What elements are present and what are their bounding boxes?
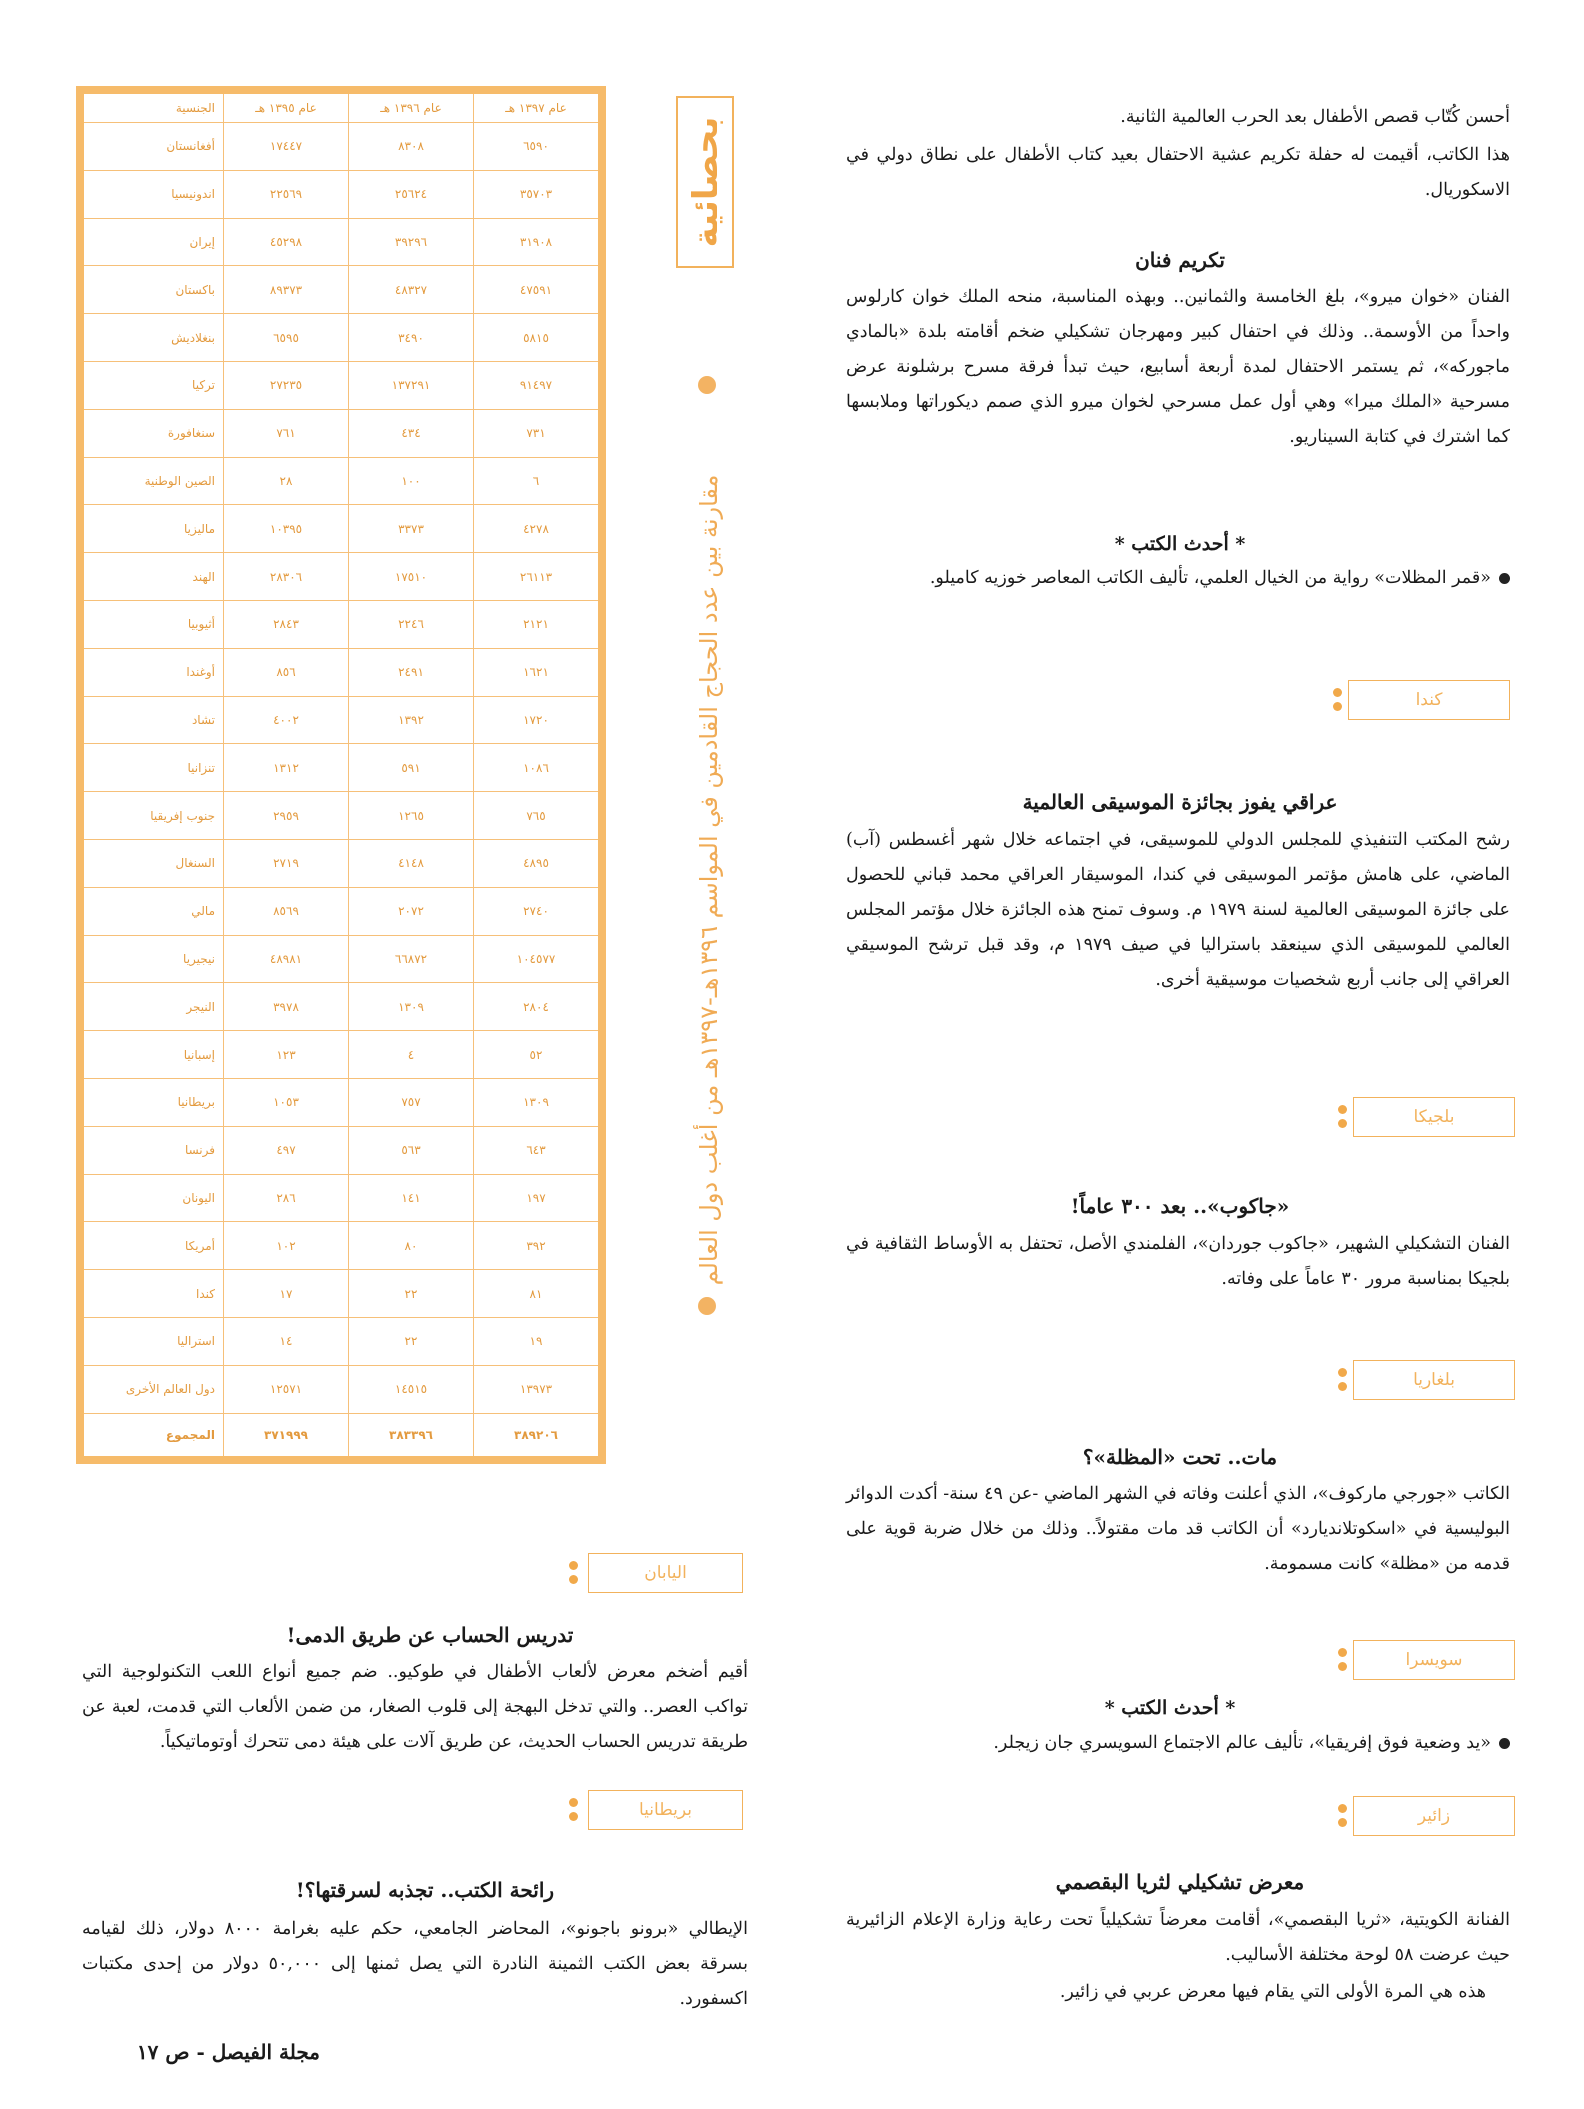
cell-1397: ٨١ — [474, 1270, 603, 1318]
cell-1396: ٦٦٨٧٢ — [349, 935, 474, 983]
cell-country: إيران — [80, 218, 224, 266]
table-row — [80, 648, 602, 696]
latest-books-item-1 — [846, 568, 1510, 588]
cell-1396: ٢٤٩١ — [349, 648, 474, 696]
country-label-belgium: بلجيكا — [1353, 1097, 1515, 1137]
cell-country: اندونيسيا — [80, 170, 224, 218]
cell-1395: ١٢٥٧١ — [224, 1365, 349, 1413]
cell-country: أفغانستان — [80, 123, 224, 171]
country-label-britain: بريطانيا — [588, 1790, 743, 1830]
cell-1397: ١٧٢٠ — [474, 696, 603, 744]
cell-1396: ٢٥٦٢٤ — [349, 170, 474, 218]
cell-country: سنغافورة — [80, 409, 224, 457]
cell-1396: ٣٤٩٠ — [349, 314, 474, 362]
cell-1397: ٢١٢١ — [474, 600, 603, 648]
bar-dots-icon — [568, 1798, 578, 1826]
cell-1397: ١٣٠٩ — [474, 1078, 603, 1126]
japan-title: تدريس الحساب عن طريق الدمى! — [286, 1623, 574, 1647]
table-row — [80, 553, 602, 601]
artist-body: الفنان «خوان ميرو»، بلغ الخامسة والثمانين.. وبهذه المناسبة، منحه الملك خوان كارلوس واحداً من الأوسمة.. وذلك في احتفال كبير ومهرجان تشكيلي ضخم أقامته بلدة «بالمادي ماجوركه»، ثم يستمر الاحتفال لمدة أربعة أسابيع، حيث تبدأ فرقة مسرح برشلونة عرض مسرحية «الملك ميرا» وهي أول عمل مسرحي لخوان ميرو الذي صمم ديكوراتها وملابسها كما اشترك في كتابة السيناريو. — [846, 287, 1510, 447]
table-row — [80, 361, 602, 409]
artist-title: تكريم فنان — [1135, 248, 1225, 272]
cell-1397: ٦٥٩٠ — [474, 123, 603, 171]
cell-1397: ٧٦٥ — [474, 792, 603, 840]
table-row — [80, 314, 602, 362]
section-bar-britain — [588, 1790, 743, 1830]
section-bar-bulgaria — [1353, 1360, 1515, 1400]
cell-country: أثيوبيا — [80, 600, 224, 648]
table-row — [80, 744, 602, 792]
cell-1395: ٤٥٢٩٨ — [224, 218, 349, 266]
cell-1397: ١٦٢١ — [474, 648, 603, 696]
cell-1396: ١٤١ — [349, 1174, 474, 1222]
latest-books-title-1: * أحدث الكتب * — [1114, 533, 1246, 555]
table-vertical-title: مقارنة بين عدد الحجاج القادمين في المواسم ١٣٩٦هـ-١٣٩٧هـ من أغلب دول العالم — [695, 474, 723, 1286]
cell-1397: ٤٨٩٥ — [474, 839, 603, 887]
table-row — [80, 1174, 602, 1222]
cell-1396: ١٠٠ — [349, 457, 474, 505]
cell-country: كندا — [80, 1270, 224, 1318]
cell-country: جنوب إفريقيا — [80, 792, 224, 840]
cell-1397: ٣٥٧٠٣ — [474, 170, 603, 218]
cell-1395: ٦٥٩٥ — [224, 314, 349, 362]
intro-line-2: هذا الكاتب، أقيمت له حفلة تكريم عشية الاحتفال بعيد كتاب الأطفال على نطاق دولي في الاسكوريال. — [846, 145, 1510, 200]
cell-1397: ١٠٤٥٧٧ — [474, 935, 603, 983]
cell-1397: ٧٣١ — [474, 409, 603, 457]
cell-1397: ٣١٩٠٨ — [474, 218, 603, 266]
header-nationality: الجنسية — [80, 90, 224, 123]
latest-books-title-2: * أحدث الكتب * — [1104, 1697, 1236, 1719]
cell-country: النيجر — [80, 983, 224, 1031]
cell-1395: ١٧ — [224, 1270, 349, 1318]
cell-country: السنغال — [80, 839, 224, 887]
section-bar-canada — [1348, 680, 1510, 720]
cell-1395: ٢٧٢٣٥ — [224, 361, 349, 409]
side-logo-box — [676, 96, 734, 268]
cell-1395: ١٣١٢ — [224, 744, 349, 792]
cell-1396: ٨٠ — [349, 1222, 474, 1270]
britain-body: الإيطالي «برونو باجونو»، المحاضر الجامعي، حكم عليه بغرامة ٨٠٠٠ دولار، ذلك لقيامه بسرقة بعض الكتب الثمينة النادرة التي يصل ثمنها إلى ٥٠,٠٠٠ دولار من إحدى مكتبات اكسفورد. — [82, 1919, 748, 2009]
cell-country: استراليا — [80, 1317, 224, 1365]
table-row — [80, 792, 602, 840]
cell-1396: ٨٣٠٨ — [349, 123, 474, 171]
table-row — [80, 1126, 602, 1174]
cell-1396: ١٤٥١٥ — [349, 1365, 474, 1413]
cell-1396: ٢٢٤٦ — [349, 600, 474, 648]
cell-country: تركيا — [80, 361, 224, 409]
japan-body: أقيم أضخم معرض لألعاب الأطفال في طوكيو.. ضم جميع أنواع اللعب التكنولوجية التي تواكب العصر.. والتي تدخل البهجة إلى قلوب الصغار، من ضمن الألعاب التي قدمت، لعبة عن طريقة تدريس الحساب الحديث، عن طريق آلات على هيئة دمى تتحرك أوتوماتيكياً. — [82, 1662, 748, 1752]
cell-1396: ٣٩٢٩٦ — [349, 218, 474, 266]
country-label-canada: كندا — [1348, 680, 1510, 720]
cell-country: نيجيريا — [80, 935, 224, 983]
latest-books-text-1: «قمر المظلات» رواية من الخيال العلمي، تأليف الكاتب المعاصر خوزيه كاميلو. — [929, 568, 1491, 588]
table-row — [80, 457, 602, 505]
cell-1396: ٧٥٧ — [349, 1078, 474, 1126]
cell-1396: ٥٩١ — [349, 744, 474, 792]
belgium-title: «جاكوب».. بعد ٣٠٠ عاماً! — [1070, 1194, 1290, 1218]
title-dot-top — [698, 376, 716, 394]
bar-dots-icon — [1337, 1368, 1347, 1396]
section-bar-switzerland — [1353, 1640, 1515, 1680]
table-row — [80, 935, 602, 983]
table-row — [80, 1365, 602, 1413]
intro-line-1: أحسن كُتّاب قصص الأطفال بعد الحرب العالمية الثانية. — [1120, 107, 1510, 127]
table-row — [80, 696, 602, 744]
table-row — [80, 839, 602, 887]
cell-1395: ٢٨٦ — [224, 1174, 349, 1222]
table-row — [80, 983, 602, 1031]
table-row — [80, 1031, 602, 1079]
bar-dots-icon — [568, 1561, 578, 1589]
bar-dots-icon — [1337, 1105, 1347, 1133]
cell-1395: ٢٨٣٠٦ — [224, 553, 349, 601]
latest-books-text-2: «يد وضعية فوق إفريقيا»، تأليف عالم الاجتماع السويسري جان زيجلر. — [993, 1733, 1491, 1753]
cell-1397: ٦ — [474, 457, 603, 505]
cell-1396: ١٣٠٩ — [349, 983, 474, 1031]
cell-1396: ٤١٤٨ — [349, 839, 474, 887]
country-label-switzerland: سويسرا — [1353, 1640, 1515, 1680]
cell-1395: ٢٧١٩ — [224, 839, 349, 887]
table-total-row — [80, 1413, 602, 1460]
cell-1397: ٥٨١٥ — [474, 314, 603, 362]
bulgaria-body: الكاتب «جورجي ماركوف»، الذي أعلنت وفاته في الشهر الماضي -عن ٤٩ سنة- أكدت الدوائر البوليسية في «اسكوتلانديارد» أن الكاتب قد مات مقتولاً.. وذلك من خلال ضربة قوية على قدمه من «مظلة» كانت مسمومة. — [846, 1484, 1510, 1574]
cell-country: تنزانيا — [80, 744, 224, 792]
section-bar-belgium — [1353, 1097, 1515, 1137]
cell-1397: ١٩٧ — [474, 1174, 603, 1222]
cell-1395: ٧٦١ — [224, 409, 349, 457]
country-label-bulgaria: بلغاريا — [1353, 1360, 1515, 1400]
cell-country: بنغلاديش — [80, 314, 224, 362]
side-logo: بحصائية — [686, 116, 726, 248]
bar-dots-icon — [1337, 1804, 1347, 1832]
cell-1395: ١٠٢ — [224, 1222, 349, 1270]
latest-books-item-2 — [846, 1733, 1510, 1753]
cell-country: بريطانيا — [80, 1078, 224, 1126]
cell-1397: ٦٤٣ — [474, 1126, 603, 1174]
cell-1395: ٤٨٩٨١ — [224, 935, 349, 983]
table-row — [80, 1317, 602, 1365]
canada-body: رشح المكتب التنفيذي للمجلس الدولي للموسيقى، في اجتماعه خلال شهر أغسطس (آب) الماضي، على هامش مؤتمر الموسيقى في كندا، الموسيقار العراقي محمد قباني للحصول على جائزة الموسيقى العالمية لسنة ١٩٧٩ م. وسوف تمنح هذه الجائزة خلال مؤتمر المجلس العالمي للموسيقى الذي سينعقد باستراليا في صيف ١٩٧٩ م، وقد قبل ترشح الموسيقي العراقي إلى جانب أربع شخصيات موسيقية أخرى. — [846, 830, 1510, 990]
table-row — [80, 170, 602, 218]
cell-1396: ١٢٦٥ — [349, 792, 474, 840]
table-row — [80, 600, 602, 648]
cell-1395: ١٠٣٩٥ — [224, 505, 349, 553]
cell-1397: ١٩ — [474, 1317, 603, 1365]
cell-country: أمريكا — [80, 1222, 224, 1270]
cell-1395: ٢٨ — [224, 457, 349, 505]
britain-title: رائحة الكتب.. تجذبه لسرقتها؟! — [295, 1878, 555, 1902]
bullet-icon — [1499, 573, 1510, 584]
zaire-body-2: هذه هي المرة الأولى التي يقام فيها معرض عربي في زائير. — [1059, 1982, 1486, 2002]
country-label-zaire: زائير — [1353, 1796, 1515, 1836]
cell-1395: ٨٥٦ — [224, 648, 349, 696]
cell-country: فرنسا — [80, 1126, 224, 1174]
cell-1396: ٤٨٣٢٧ — [349, 266, 474, 314]
zaire-title: معرض تشكيلي لثريا البقصمي — [1055, 1870, 1305, 1894]
cell-1395: ١٢٣ — [224, 1031, 349, 1079]
cell-1397: ٢٨٠٤ — [474, 983, 603, 1031]
cell-1397: ١٠٨٦ — [474, 744, 603, 792]
table-row — [80, 505, 602, 553]
cell-1395: ٤٩٧ — [224, 1126, 349, 1174]
zaire-body: الفنانة الكويتية، «ثريا البقصمي»، أقامت معرضاً تشكيلياً تحت رعاية وزارة الإعلام الزائيرية حيث عرضت ٥٨ لوحة مختلفة الأساليب. — [846, 1910, 1510, 1965]
table-row — [80, 887, 602, 935]
canada-title: عراقي يفوز بجائزة الموسيقى العالمية — [1022, 790, 1338, 814]
cell-1397: ٤٢٧٨ — [474, 505, 603, 553]
cell-country: مالي — [80, 887, 224, 935]
header-1395: عام ١٣٩٥ هـ — [224, 90, 349, 123]
cell-country: تشاد — [80, 696, 224, 744]
table-row — [80, 1222, 602, 1270]
cell-1396: ٣٣٧٣ — [349, 505, 474, 553]
cell-1397: ٢٦١١٣ — [474, 553, 603, 601]
cell-1395: ٢٩٥٩ — [224, 792, 349, 840]
table-row — [80, 409, 602, 457]
bulgaria-title: مات.. تحت «المظلة»؟ — [1082, 1445, 1278, 1469]
cell-1396: ٥٦٣ — [349, 1126, 474, 1174]
cell-1396: ١٣٩٢ — [349, 696, 474, 744]
table-row — [80, 266, 602, 314]
cell-country: اليونان — [80, 1174, 224, 1222]
bar-dots-icon — [1332, 688, 1342, 716]
total-1397: ٣٨٩٢٠٦ — [474, 1413, 603, 1460]
cell-1397: ٣٩٢ — [474, 1222, 603, 1270]
bullet-icon — [1499, 1738, 1510, 1749]
cell-1395: ٢٨٤٣ — [224, 600, 349, 648]
cell-1395: ٤٠٠٢ — [224, 696, 349, 744]
pilgrims-table — [76, 86, 606, 1464]
cell-1395: ٣٩٧٨ — [224, 983, 349, 1031]
cell-country: إسبانيا — [80, 1031, 224, 1079]
cell-1396: ١٧٥١٠ — [349, 553, 474, 601]
cell-1397: ٥٢ — [474, 1031, 603, 1079]
cell-1396: ٢٠٧٢ — [349, 887, 474, 935]
total-1395: ٣٧١٩٩٩ — [224, 1413, 349, 1460]
section-bar-zaire — [1353, 1796, 1515, 1836]
country-label-japan: اليابان — [588, 1553, 743, 1593]
belgium-body: الفنان التشكيلي الشهير، «جاكوب جوردان»، الفلمندي الأصل، تحتفل به الأوساط الثقافية في بلجيكا بمناسبة مرور ٣٠ عاماً على وفاته. — [846, 1234, 1510, 1289]
cell-country: ماليزيا — [80, 505, 224, 553]
header-1396: عام ١٣٩٦ هـ — [349, 90, 474, 123]
cell-1395: ١٧٤٤٧ — [224, 123, 349, 171]
table-row — [80, 123, 602, 171]
cell-1396: ٤٣٤ — [349, 409, 474, 457]
table-row — [80, 1270, 602, 1318]
cell-country: دول العالم الأخرى — [80, 1365, 224, 1413]
table-row — [80, 218, 602, 266]
cell-country: باكستان — [80, 266, 224, 314]
cell-country: الصين الوطنية — [80, 457, 224, 505]
cell-1397: ٩١٤٩٧ — [474, 361, 603, 409]
cell-1395: ٨٩٣٧٣ — [224, 266, 349, 314]
cell-1395: ١٤ — [224, 1317, 349, 1365]
section-bar-japan — [588, 1553, 743, 1593]
total-label: المجموع — [80, 1413, 224, 1460]
page-footer: مجلة الفيصل - ص ١٧ — [136, 2040, 320, 2064]
cell-1395: ١٠٥٣ — [224, 1078, 349, 1126]
cell-1397: ٤٧٥٩١ — [474, 266, 603, 314]
table-row — [80, 1078, 602, 1126]
cell-country: الهند — [80, 553, 224, 601]
cell-1396: ٤ — [349, 1031, 474, 1079]
cell-1396: ١٣٧٢٩١ — [349, 361, 474, 409]
total-1396: ٣٨٣٣٩٦ — [349, 1413, 474, 1460]
cell-1397: ٢٧٤٠ — [474, 887, 603, 935]
bar-dots-icon — [1337, 1648, 1347, 1676]
header-1397: عام ١٣٩٧ هـ — [474, 90, 603, 123]
cell-1395: ٨٥٦٩ — [224, 887, 349, 935]
cell-country: أوغندا — [80, 648, 224, 696]
table-header-row — [80, 90, 602, 123]
title-dot-bottom — [698, 1297, 716, 1315]
cell-1397: ١٣٩٧٣ — [474, 1365, 603, 1413]
cell-1395: ٢٢٥٦٩ — [224, 170, 349, 218]
cell-1396: ٢٢ — [349, 1317, 474, 1365]
cell-1396: ٢٢ — [349, 1270, 474, 1318]
